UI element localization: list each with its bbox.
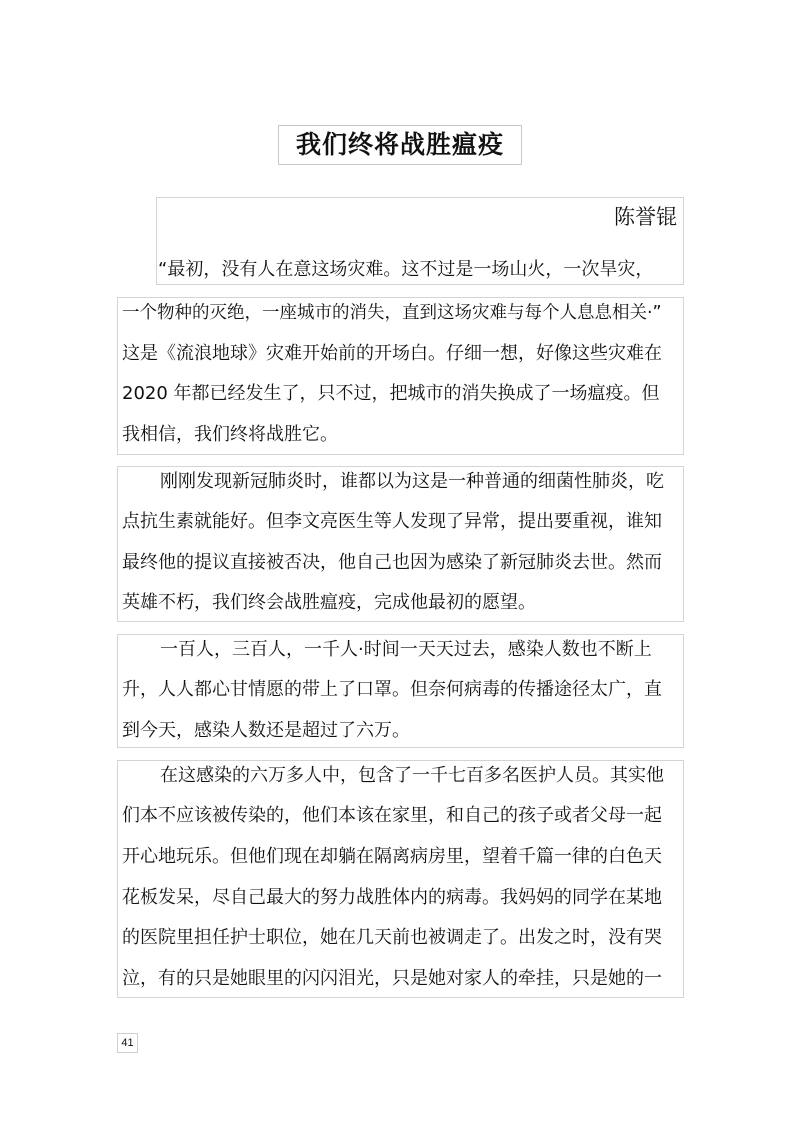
page-number: 41	[117, 1033, 138, 1053]
paragraph-2-block	[117, 466, 684, 622]
paragraph-3-block	[117, 634, 684, 748]
paragraph-1-block	[117, 297, 684, 455]
paragraph-4-line-5: 的医院里担任护士职位，她在几天前也被调走了。出发之时，没有哭	[122, 927, 662, 948]
document-title: 我们终将战胜瘟疫	[278, 125, 522, 165]
paragraph-2-line-2: 点抗生素就能好。但李文亮医生等人发现了异常，提出要重视，谁知	[122, 511, 662, 532]
paragraph-3-line-2: 升，人人都心甘情愿的带上了口罩。但奈何病毒的传播途径太广，直	[122, 679, 662, 700]
paragraph-4-line-1: 在这感染的六万多人中，包含了一千七百多名医护人员。其实他	[160, 765, 664, 786]
paragraph-1-line-1: “最初，没有人在意这场灾难。这不过是一场山火，一次旱灾，	[158, 259, 654, 280]
paragraph-1-line-5: 我相信，我们终将战胜它。	[122, 424, 338, 445]
paragraph-3-line-3: 到今天，感染人数还是超过了六万。	[122, 720, 410, 741]
paragraph-4-line-4: 花板发呆，尽自己最大的努力战胜体内的病毒。我妈妈的同学在某地	[122, 887, 662, 908]
paragraph-2-line-1: 刚刚发现新冠肺炎时，谁都以为这是一种普通的细菌性肺炎，吃	[160, 471, 664, 492]
paragraph-2-line-4: 英雄不朽，我们终会战胜瘟疫，完成他最初的愿望。	[122, 592, 536, 613]
author-name: 陈誉锟	[614, 205, 677, 229]
paragraph-1-line-2: 一个物种的灭绝，一座城市的消失，直到这场灾难与每个人息息相关·”	[122, 303, 662, 323]
paragraph-4-block	[117, 760, 684, 998]
paragraph-1-line-3: 这是《流浪地球》灾难开始前的开场白。仔细一想，好像这些灾难在	[122, 343, 662, 364]
paragraph-1-line-4: 2020 年都已经发生了，只不过，把城市的消失换成了一场瘟疫。但	[122, 383, 660, 404]
paragraph-3-line-1: 一百人，三百人，一千人·时间一天天过去，感染人数也不断上	[160, 639, 652, 660]
paragraph-4-line-6: 泣，有的只是她眼里的闪闪泪光，只是她对家人的牵挂，只是她的一	[122, 968, 662, 989]
paragraph-2-line-3: 最终他的提议直接被否决，他自己也因为感染了新冠肺炎去世。然而	[122, 552, 662, 573]
paragraph-4-line-2: 们本不应该被传染的，他们本该在家里，和自己的孩子或者父母一起	[122, 805, 662, 826]
paragraph-4-line-3: 开心地玩乐。但他们现在却躺在隔离病房里，望着千篇一律的白色天	[122, 846, 662, 867]
